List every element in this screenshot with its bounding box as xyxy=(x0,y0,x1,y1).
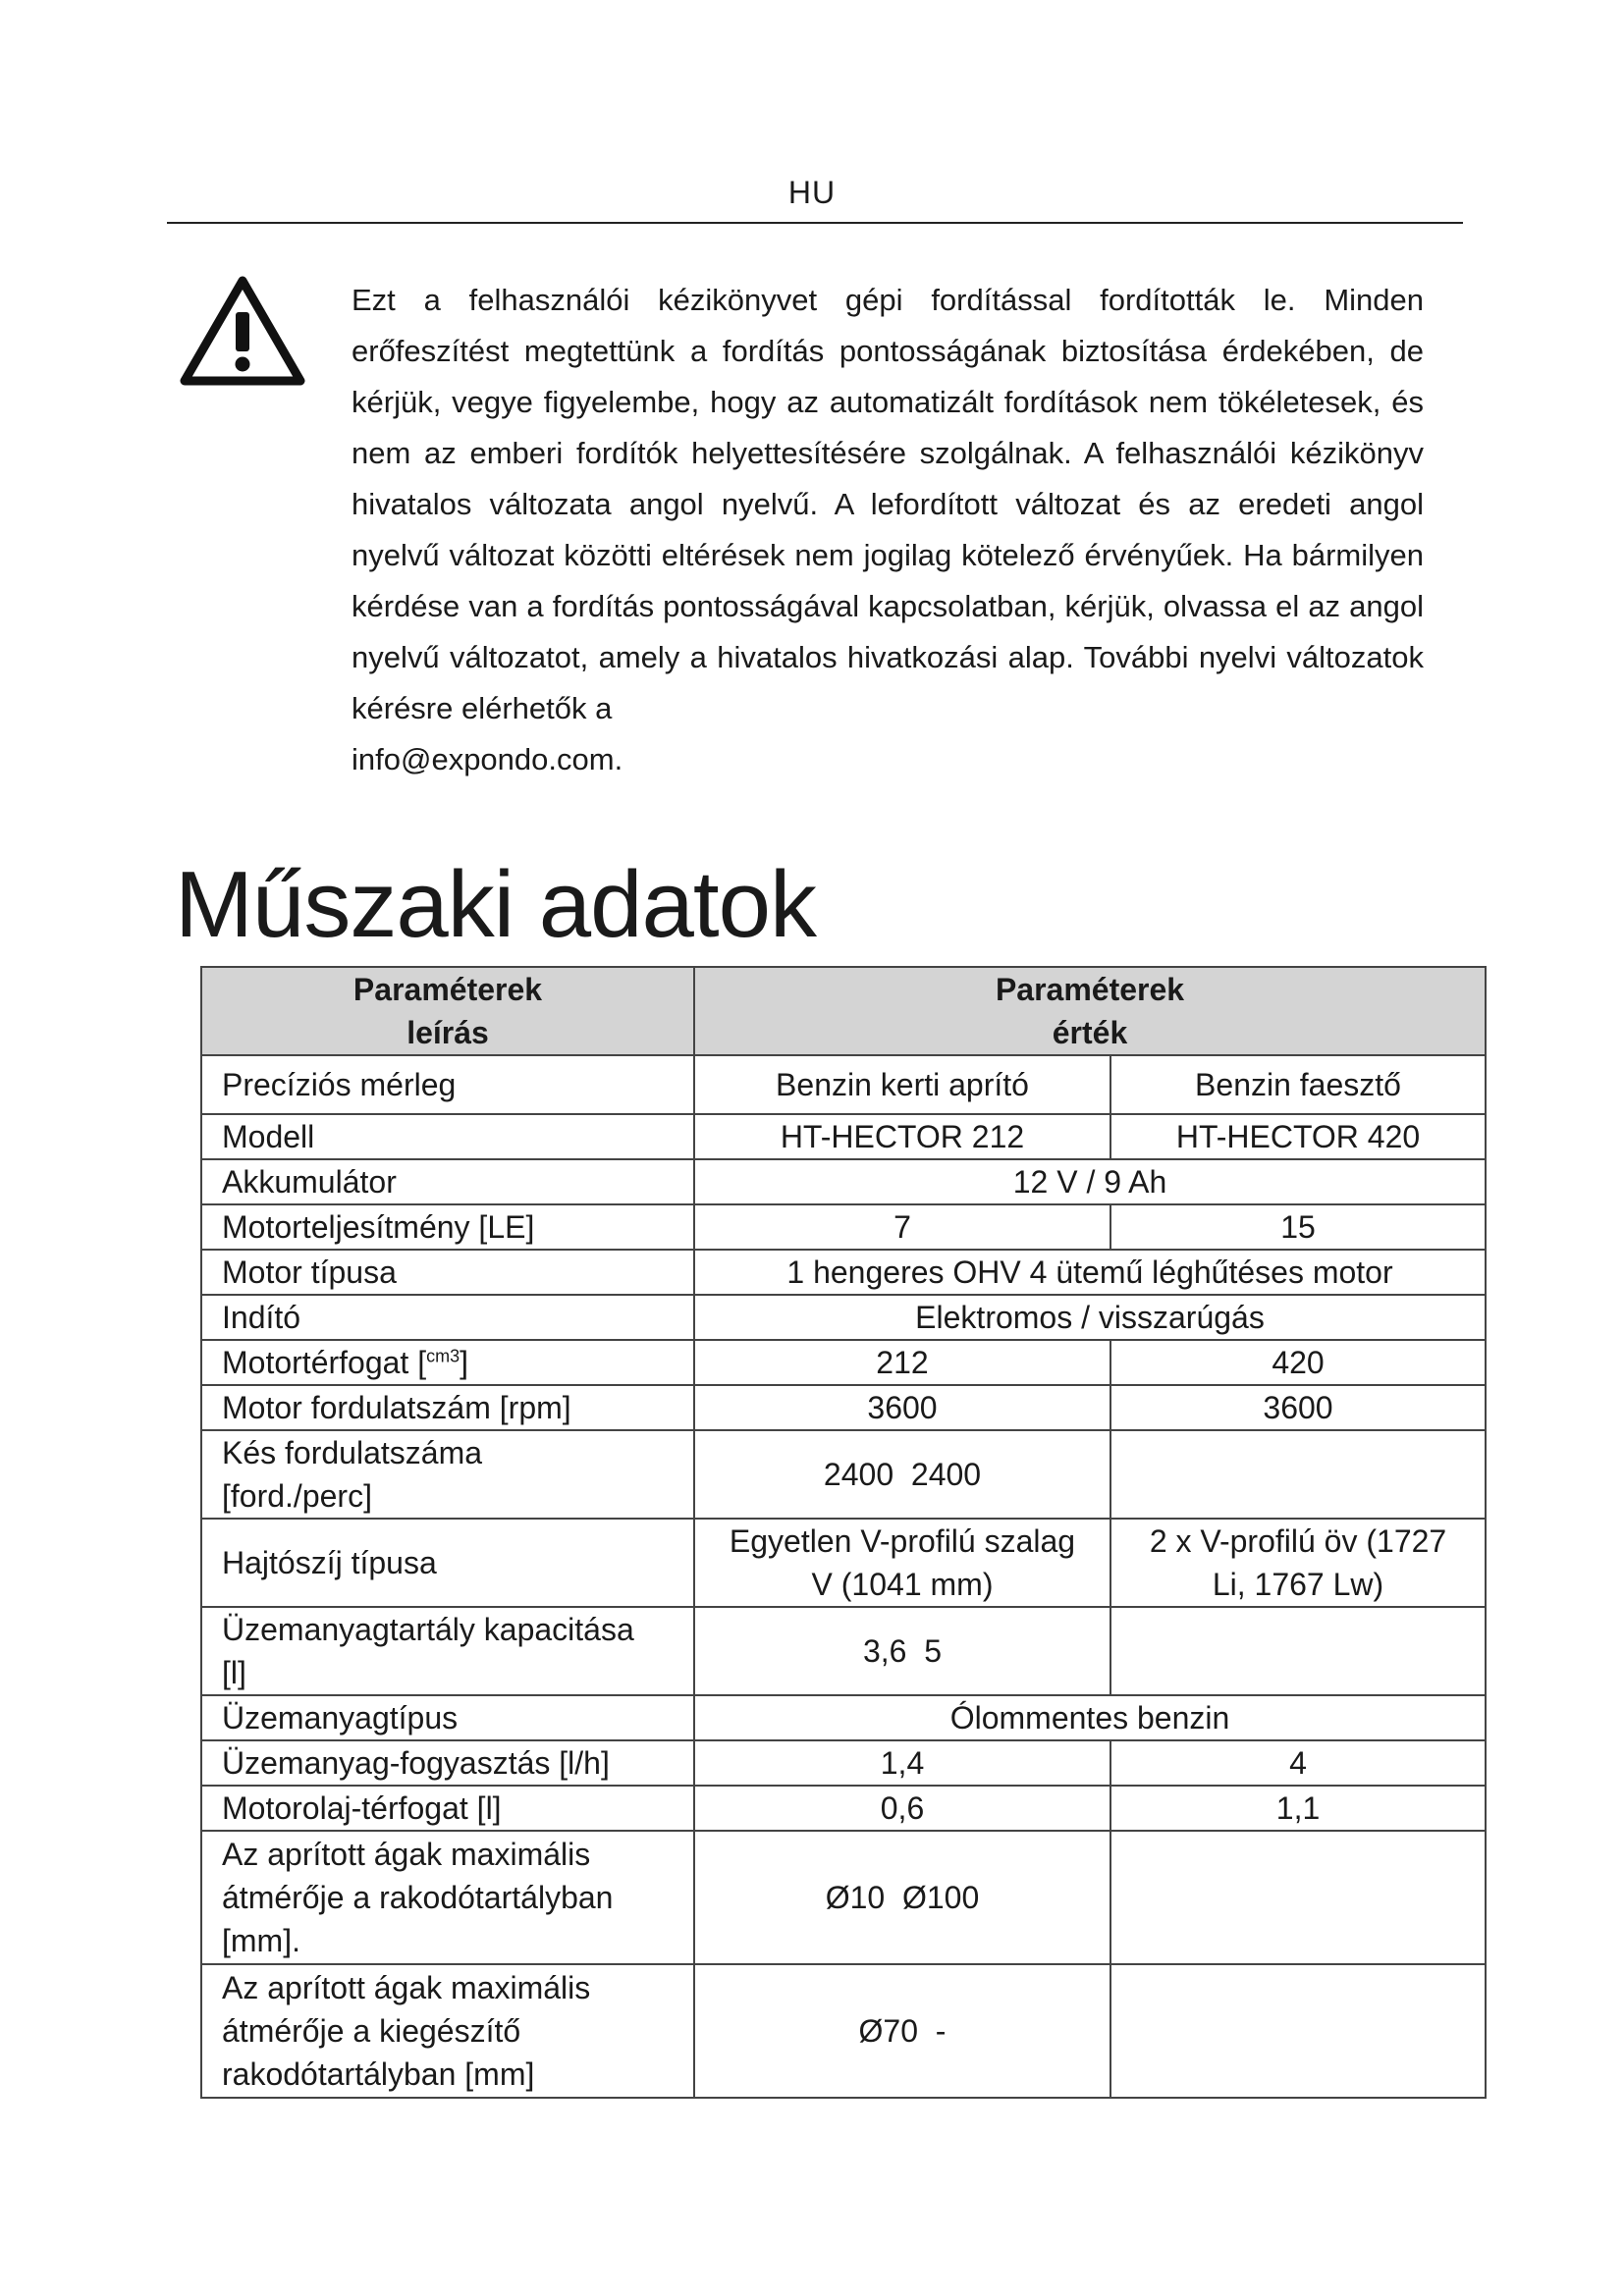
param-cell: Hajtószíj típusa xyxy=(201,1519,694,1607)
technical-data-table xyxy=(200,966,1487,2099)
value-cell: HT-HECTOR 420 xyxy=(1110,1114,1486,1159)
value-cell: 0,6 xyxy=(694,1786,1110,1831)
param-cell: Motor típusa xyxy=(201,1250,694,1295)
param-cell: Motortérfogat [$^{cm3}$] xyxy=(201,1340,694,1385)
table-row xyxy=(201,1786,1486,1831)
param-cell: Precíziós mérleg xyxy=(201,1055,694,1114)
table-header-row xyxy=(201,967,1486,1055)
section-title: Műszaki adatok xyxy=(175,852,816,957)
value-cell: 3600 xyxy=(1110,1385,1486,1430)
table-row xyxy=(201,1159,1486,1204)
table-row xyxy=(201,1055,1486,1114)
param-cell: Az aprított ágak maximális átmérője a kiegészítő rakodótartályban [mm] xyxy=(201,1964,694,2098)
value-cell: Benzin faesztő xyxy=(1110,1055,1486,1114)
header-parameter-value: Paraméterek érték xyxy=(694,967,1486,1055)
header-divider xyxy=(167,222,1463,224)
table-row xyxy=(201,1295,1486,1340)
value-cell: HT-HECTOR 212 xyxy=(694,1114,1110,1159)
value-cell: 4 xyxy=(1110,1740,1486,1786)
param-cell: Üzemanyagtípus xyxy=(201,1695,694,1740)
value-cell: 2400 2400 xyxy=(694,1430,1110,1519)
value-cell: 12 V / 9 Ah xyxy=(694,1159,1486,1204)
value-cell: 2 x V-profilú öv (1727 Li, 1767 Lw) xyxy=(1110,1519,1486,1607)
value-cell: 15 xyxy=(1110,1204,1486,1250)
value-cell xyxy=(1110,1607,1486,1695)
param-cell: Motor fordulatszám [rpm] xyxy=(201,1385,694,1430)
value-cell: Elektromos / visszarúgás xyxy=(694,1295,1486,1340)
table-row xyxy=(201,1114,1486,1159)
value-cell xyxy=(1110,1430,1486,1519)
param-cell: Kés fordulatszáma [ford./perc] xyxy=(201,1430,694,1519)
value-cell xyxy=(1110,1831,1486,1964)
table-row xyxy=(201,1250,1486,1295)
table-row xyxy=(201,1204,1486,1250)
disclaimer-text: Ezt a felhasználói kézikönyvet gépi fordítással fordították le. Minden erőfeszítést megtettünk a fordítás pontosságának biztosítása érdekében, de kérjük, vegye figyelembe, hogy az automatizált fordítások nem tökéletesek, és nem az emberi fordítók helyettesítésére szolgálnak. A felhasználói kézikönyv hivatalos változata angol nyelvű. A lefordított változat és az eredeti angol nyelvű változat közötti eltérések nem jogilag kötelező érvényűek. Ha bármilyen kérdése van a fordítás pontosságával kapcsolatban, kérjük, olvassa el az angol nyelvű változatot, amely a hivatalos hivatkozási alap. További nyelvi változatok kérésre elérhetők a xyxy=(352,283,1424,725)
table-row xyxy=(201,1430,1486,1519)
param-cell: Motorteljesítmény [LE] xyxy=(201,1204,694,1250)
table-row xyxy=(201,1695,1486,1740)
translation-disclaimer xyxy=(352,275,1424,785)
param-cell: Indító xyxy=(201,1295,694,1340)
value-cell: Ø10 Ø100 xyxy=(694,1831,1110,1964)
value-cell: Ólommentes benzin xyxy=(694,1695,1486,1740)
value-cell: 3,6 5 xyxy=(694,1607,1110,1695)
value-cell: 1,1 xyxy=(1110,1786,1486,1831)
value-cell: 212 xyxy=(694,1340,1110,1385)
table-row xyxy=(201,1385,1486,1430)
value-cell: 3600 xyxy=(694,1385,1110,1430)
param-cell: Az aprított ágak maximális átmérője a rakodótartályban [mm]. xyxy=(201,1831,694,1964)
value-cell: Ø70 - xyxy=(694,1964,1110,2098)
value-cell: 1 hengeres OHV 4 ütemű léghűtéses motor xyxy=(694,1250,1486,1295)
contact-email: info@expondo.com. xyxy=(352,742,623,776)
value-cell: Benzin kerti aprító xyxy=(694,1055,1110,1114)
param-cell: Üzemanyagtartály kapacitása [l] xyxy=(201,1607,694,1695)
param-cell: Modell xyxy=(201,1114,694,1159)
table-row xyxy=(201,1340,1486,1385)
value-cell: 420 xyxy=(1110,1340,1486,1385)
table-row xyxy=(201,1740,1486,1786)
value-cell xyxy=(1110,1964,1486,2098)
param-cell: Motorolaj-térfogat [l] xyxy=(201,1786,694,1831)
value-cell: 1,4 xyxy=(694,1740,1110,1786)
header-parameter-description: Paraméterek leírás xyxy=(201,967,694,1055)
language-header: HU xyxy=(787,175,837,210)
param-cell: Üzemanyag-fogyasztás [l/h] xyxy=(201,1740,694,1786)
table-row xyxy=(201,1831,1486,1964)
param-cell: Akkumulátor xyxy=(201,1159,694,1204)
warning-triangle-icon xyxy=(179,275,306,389)
table-row xyxy=(201,1964,1486,2098)
table-row xyxy=(201,1519,1486,1607)
value-cell: Egyetlen V-profilú szalag V (1041 mm) xyxy=(694,1519,1110,1607)
table-row xyxy=(201,1607,1486,1695)
value-cell: 7 xyxy=(694,1204,1110,1250)
